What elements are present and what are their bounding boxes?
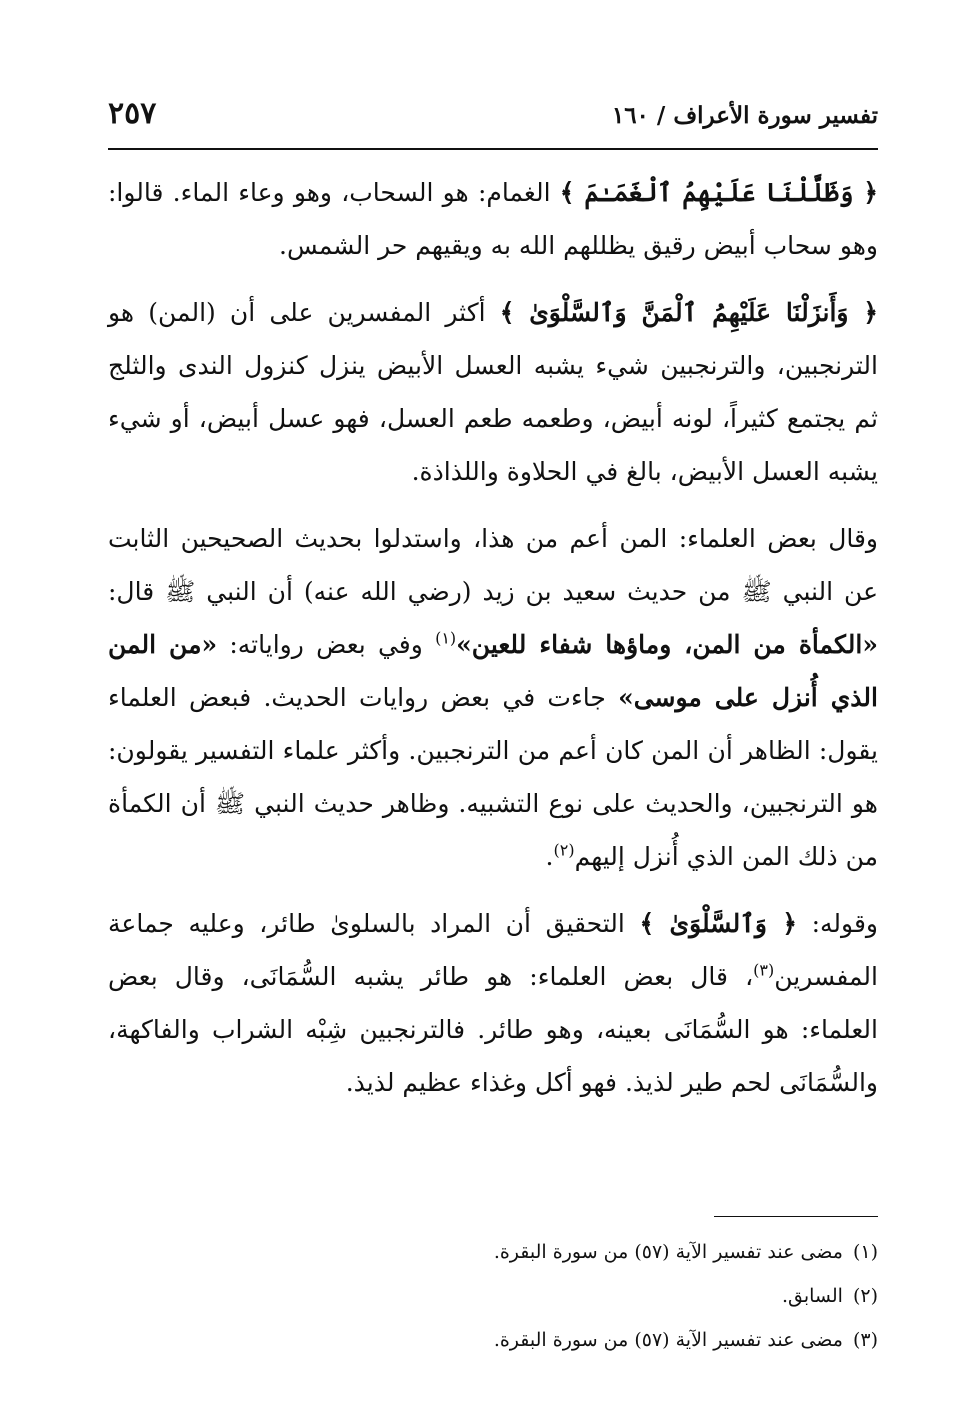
paragraph	[108, 166, 878, 272]
footnote-divider	[714, 1216, 878, 1217]
paragraph-text: .	[545, 842, 554, 871]
hadith-quote: «الكمأة من المن، وماؤها شفاء للعين»	[456, 630, 878, 659]
footnote-number: (٢)	[852, 1285, 878, 1307]
hadith-quote: «من المن الذي أُنزل على موسى»	[108, 630, 878, 712]
quran-verse: ﴿ وَأَنزَلْنَا عَلَيْهِمُ ٱلْمَنَّ وَٱلسَّلْوَىٰ ﴾	[499, 298, 878, 327]
running-header-title: تفسير سورة الأعراف / ١٦٠	[611, 102, 878, 129]
footnote-item	[108, 1274, 878, 1318]
paragraph-text: التحقيق أن المراد بالسلوىٰ طائر، وعليه جماعة المفسرين	[108, 909, 878, 991]
footnote-text: السابق.	[781, 1285, 843, 1307]
footnotes	[108, 1230, 878, 1362]
paragraph	[108, 286, 878, 498]
paragraph-text: وفي بعض رواياته:	[217, 630, 436, 659]
quran-verse: ﴿ وَظَلَّلْنَا عَلَيْهِمُ ٱلْغَمَـٰمَ ﴾	[559, 178, 878, 207]
footnote-item	[108, 1318, 878, 1362]
footnote-ref: (٢)	[553, 840, 575, 860]
paragraph-text: جاءت في بعض روايات الحديث. فبعض العلماء يقول: الظاهر أن المن كان أعم من الترنجبين. وأكثر علماء التفسير يقولون: هو الترنجبين، والحديث على نوع التشبيه. وظاهر حديث النبي ﷺ أن الكمأة من ذلك المن الذي أُنزل إليهم	[108, 683, 878, 871]
header-divider	[108, 148, 878, 150]
footnote-ref: (١)	[435, 628, 457, 648]
footnote-ref: (٣)	[753, 960, 775, 980]
footnote-item	[108, 1230, 878, 1274]
paragraph-text: وقوله:	[796, 909, 878, 938]
footnote-text: مضى عند تفسير الآية (٥٧) من سورة البقرة.	[493, 1241, 843, 1263]
page-number: ٢٥٧	[108, 96, 157, 131]
paragraph-text: ، قال بعض العلماء: هو طائر يشبه السُّمَانَى، وقال بعض العلماء: هو السُّمَانَى بعينه، وهو طائر. فالترنجبين شِبْه الشراب والفاكهة، والسُّمَانَى لحم طير لذيذ. فهو أكل وغذاء عظيم لذيذ.	[108, 962, 878, 1097]
paragraph-text: أكثر المفسرين على أن (المن) هو الترنجبين، والترنجبين شيء يشبه العسل الأبيض ينزل كنزول الندى والثلج ثم يجتمع كثيراً، لونه أبيض، وطعمه طعم العسل، فهو عسل أبيض، أو شيء يشبه العسل الأبيض، بالغ في الحلاوة واللذاذة.	[108, 298, 878, 486]
paragraph	[108, 512, 878, 883]
main-text	[108, 166, 878, 1123]
footnote-number: (١)	[852, 1241, 878, 1263]
paragraph-text: وقال بعض العلماء: المن أعم من هذا، واستدلوا بحديث الصحيحين الثابت عن النبي ﷺ من حديث سعيد بن زيد (رضي الله عنه) أن النبي ﷺ قال:	[108, 524, 878, 606]
paragraph-text: الغمام: هو السحاب، وهو وعاء الماء. قالوا: وهو سحاب أبيض رقيق يظللهم الله به ويقيهم حر الشمس.	[108, 178, 878, 260]
paragraph	[108, 897, 878, 1109]
footnote-number: (٣)	[852, 1329, 878, 1351]
running-header	[108, 96, 878, 146]
quran-verse: ﴿ وَٱلسَّلْوَىٰ ﴾	[639, 909, 797, 938]
footnote-text: مضى عند تفسير الآية (٥٧) من سورة البقرة.	[493, 1329, 843, 1351]
